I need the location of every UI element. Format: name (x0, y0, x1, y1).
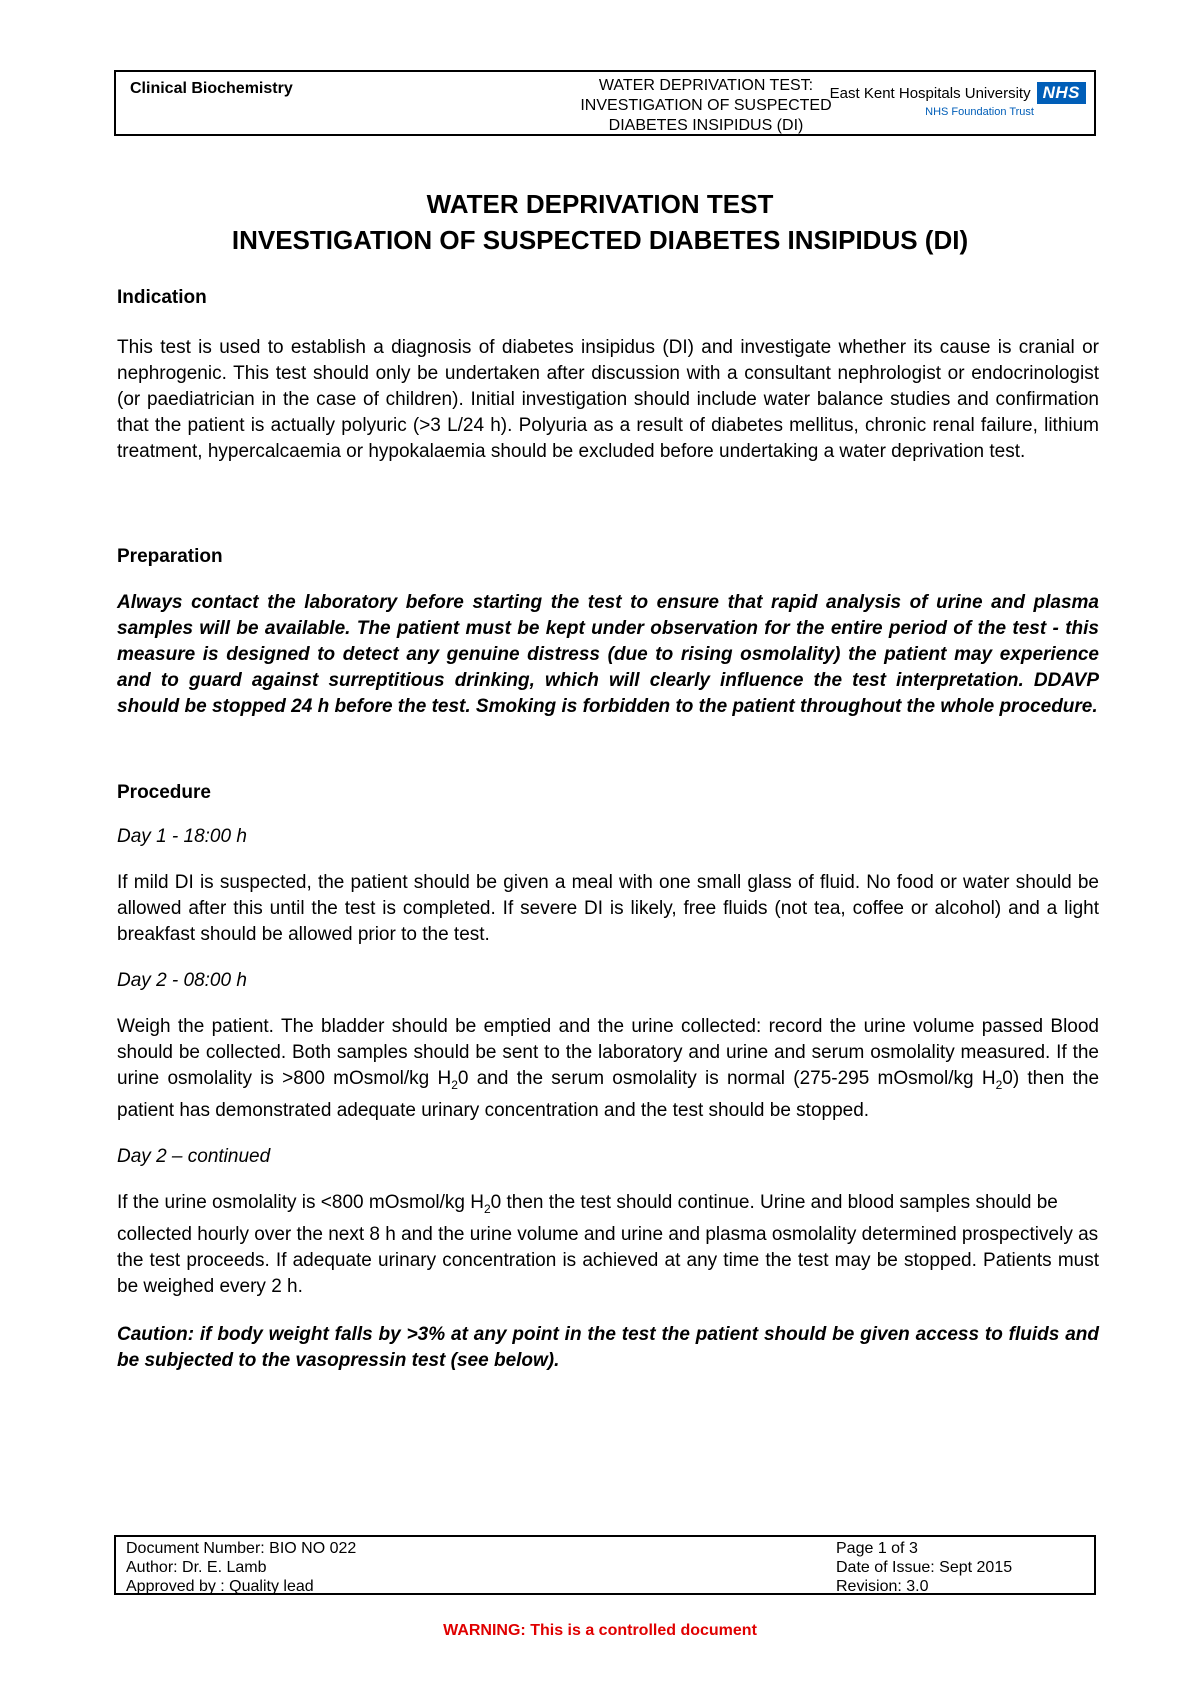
day1-text: If mild DI is suspected, the patient should be given a meal with one small glass of fluid. No food or water should be allowed after this until the test is completed. If severe DI is likely, free fluids (not tea, coffee or alcohol) and a light breakfast should be allowed prior to the test. (117, 872, 1099, 945)
trust-logo (806, 82, 1086, 118)
day2-continued-text-2: the test proceeds. If adequate urinary concentration is achieved at any time the test may be stopped. Patients must be weighed every 2 h. (117, 1249, 1099, 1297)
department-label: Clinical Biochemistry (130, 80, 293, 97)
nhs-logo-icon: NHS (1037, 82, 1086, 104)
trust-name: NHS Foundation Trust (925, 106, 1034, 118)
preparation-text: Always contact the laboratory before starting the test to ensure that rapid analysis of urine and plasma samples will be available. The patient must be kept under observation for the entire period of the test - this measure is designed to detect any genuine distress (due to rising osmolality) the patient may experience and to guard against surreptitious drinking, which will clearly influence the test interpretation. DDAVP should be stopped 24 h before the test. Smoking is forbidden to the patient throughout the whole procedure. (117, 592, 1099, 717)
day2-label: Day 2 - 08:00 h (117, 970, 247, 991)
controlled-document-warning: WARNING: This is a controlled document (443, 1622, 757, 1639)
document-footer (114, 1535, 1096, 1595)
document-approver: Approved by : Quality lead (126, 1578, 314, 1595)
day1-label: Day 1 - 18:00 h (117, 826, 247, 847)
document-author: Author: Dr. E. Lamb (126, 1559, 267, 1576)
procedure-heading: Procedure (117, 782, 211, 803)
document-number: Document Number: BIO NO 022 (126, 1540, 357, 1557)
page-title-line-1: WATER DEPRIVATION TEST (426, 189, 774, 219)
page-number: Page 1 of 3 (836, 1540, 918, 1557)
indication-heading: Indication (117, 287, 207, 308)
day2-continued-text-1: If the urine osmolality is <800 mOsmol/kg $H_20$ then the test should continue. Urine and blood samples should be collected hourly over the next 8 h and the urine volume and urine and plasma osmolality determined prospectively as (117, 1191, 1099, 1245)
header-title-line-1: WATER DEPRIVATION TEST: (598, 77, 814, 94)
org-name: East Kent Hospitals University (829, 84, 1031, 102)
page-title (0, 186, 1200, 258)
day2-continued-label: Day 2 – continued (117, 1145, 271, 1167)
document-header (114, 70, 1096, 136)
procedure-section (117, 782, 1099, 1374)
page-title-line-2: INVESTIGATION OF SUSPECTED DIABETES INSIPIDUS (DI) (231, 225, 969, 255)
caution-text: Caution: if body weight falls by >3% at any point in the test the patient should be given access to fluids and be subjected to the vasopressin test (see below). (117, 1323, 1099, 1371)
header-title-line-3: DIABETES INSIPIDUS (DI) (608, 117, 804, 134)
preparation-section (117, 546, 1099, 720)
indication-text: This test is used to establish a diagnosis of diabetes insipidus (DI) and investigate whether its cause is cranial or nephrogenic. This test should only be undertaken after discussion with a consultant nephrologist or endocrinologist (or paediatrician in the case of children). Initial investigation should include water balance studies and confirmation that the patient is actually polyuric (>3 L/24 h). Polyuria as a result of diabetes mellitus, chronic renal failure, lithium treatment, hypercalcaemia or hypokalaemia should be excluded before undertaking a water deprivation test. (117, 337, 1099, 462)
header-title-line-2: INVESTIGATION OF SUSPECTED (580, 97, 832, 114)
indication-section (117, 287, 1099, 465)
revision: Revision: 3.0 (836, 1578, 929, 1595)
issue-date: Date of Issue: Sept 2015 (836, 1559, 1013, 1576)
preparation-heading: Preparation (117, 546, 223, 567)
day2-text: Weigh the patient. The bladder should be emptied and the urine collected: record the urine volume passed Blood should be collected. Both samples should be sent to the laboratory and urine and serum osmolality measured. If the urine osmolality is >800 mOsmol/kg $H_20$ and the serum osmolality is normal (275-295 mOsmol/kg $H_20$) then the patient has demonstrated adequate urinary concentration and the test should be stopped. (117, 1016, 1100, 1121)
